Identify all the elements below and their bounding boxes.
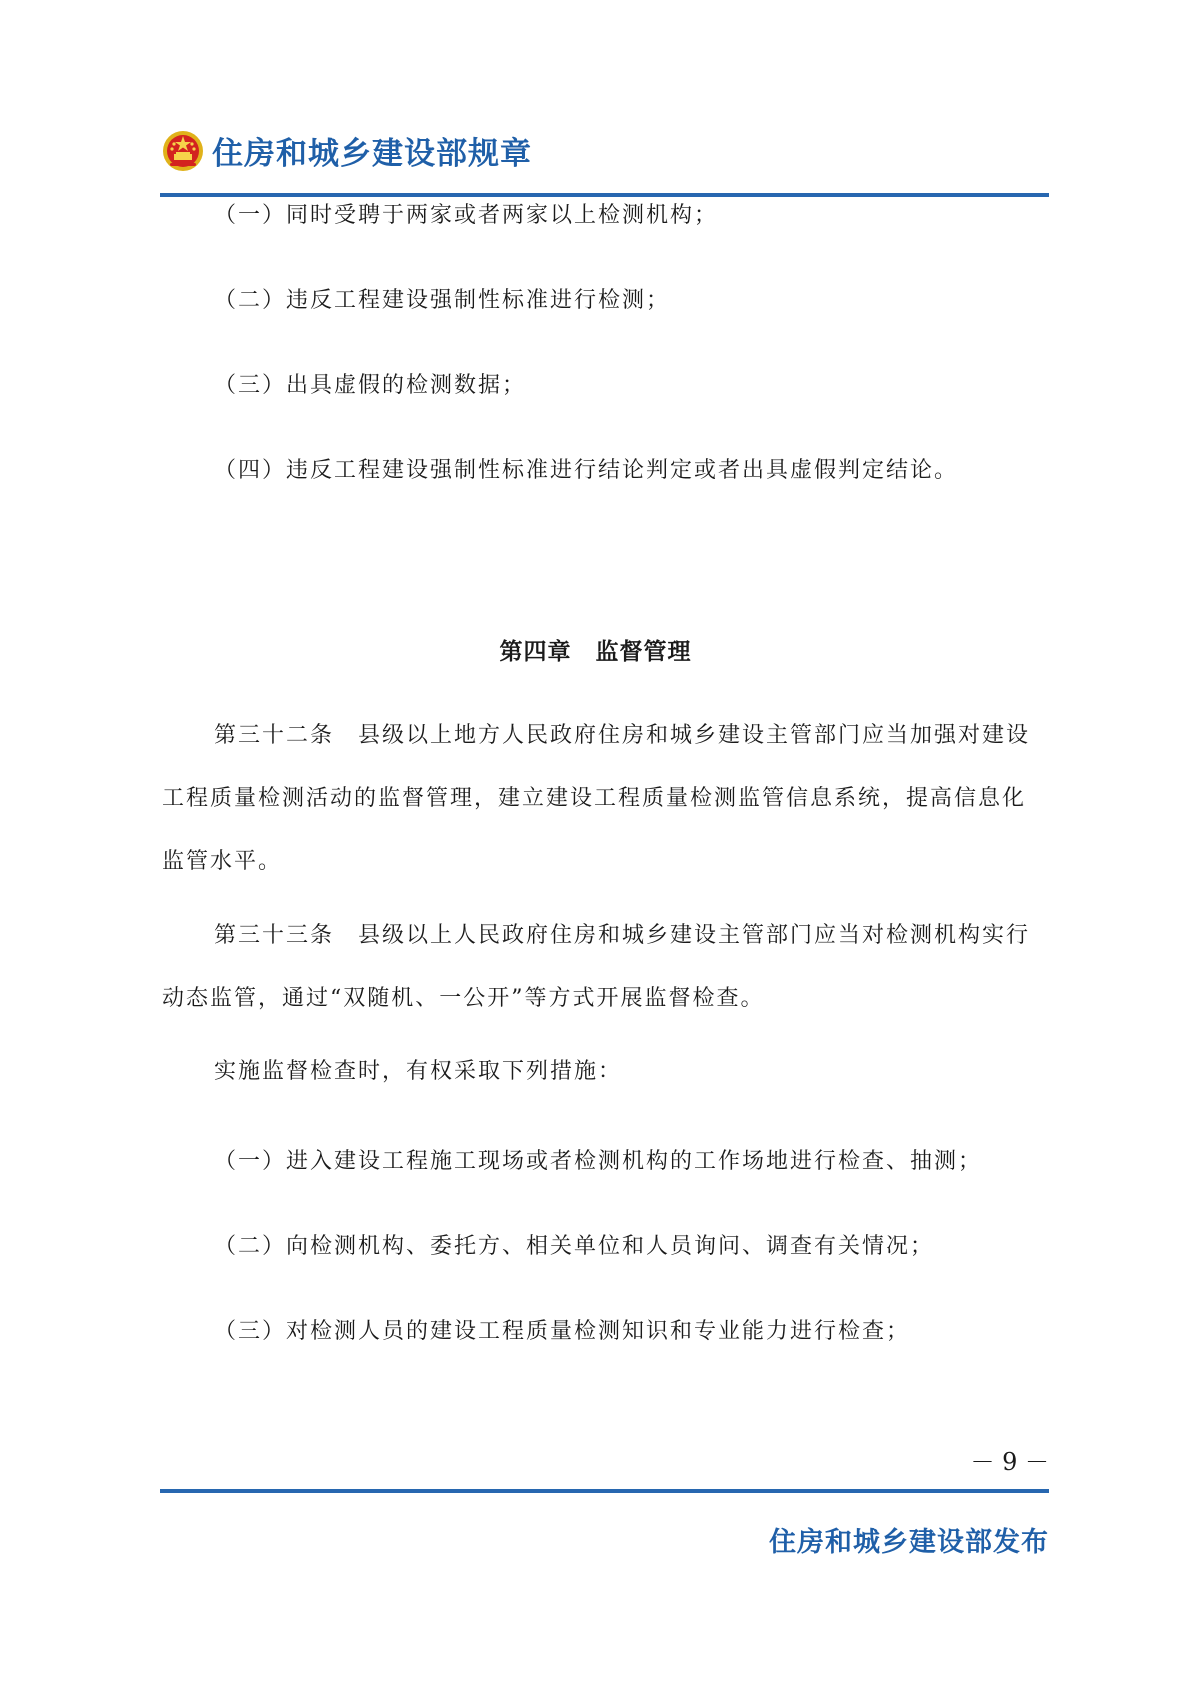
- chapter-heading: 第四章 监督管理: [499, 639, 692, 665]
- article-33: 第三十三条 县级以上人民政府住房和城乡建设主管部门应当对检测机构实行动态监管，通过“双随机、一公开”等方式开展监督检查。: [162, 923, 1031, 1011]
- list-item: （二）违反工程建设强制性标准进行检测；: [214, 288, 671, 313]
- list-item: （二）向检测机构、委托方、相关单位和人员询问、调查有关情况；: [214, 1234, 935, 1259]
- article-32: 第三十二条 县级以上地方人民政府住房和城乡建设主管部门应当加强对建设工程质量检测活动的监督管理，建立建设工程质量检测监管信息系统，提高信息化监管水平。: [162, 723, 1031, 874]
- national-emblem-icon: [162, 130, 204, 172]
- page-number: － 9 －: [970, 1448, 1049, 1476]
- footer-divider: [160, 1489, 1049, 1493]
- list-item: （三）出具虚假的检测数据；: [214, 373, 527, 398]
- measures-intro: 实施监督检查时，有权采取下列措施：: [214, 1059, 623, 1084]
- header-title: 住房和城乡建设部规章: [212, 136, 532, 172]
- list-item: （三）对检测人员的建设工程质量检测知识和专业能力进行检查；: [214, 1319, 911, 1344]
- list-item: （一）进入建设工程施工现场或者检测机构的工作场地进行检查、抽测；: [214, 1149, 983, 1174]
- list-item: （一）同时受聘于两家或者两家以上检测机构；: [214, 203, 719, 228]
- page-header: [162, 128, 532, 173]
- footer-publisher: 住房和城乡建设部发布: [769, 1527, 1049, 1558]
- list-item: （四）违反工程建设强制性标准进行结论判定或者出具虚假判定结论。: [214, 458, 959, 483]
